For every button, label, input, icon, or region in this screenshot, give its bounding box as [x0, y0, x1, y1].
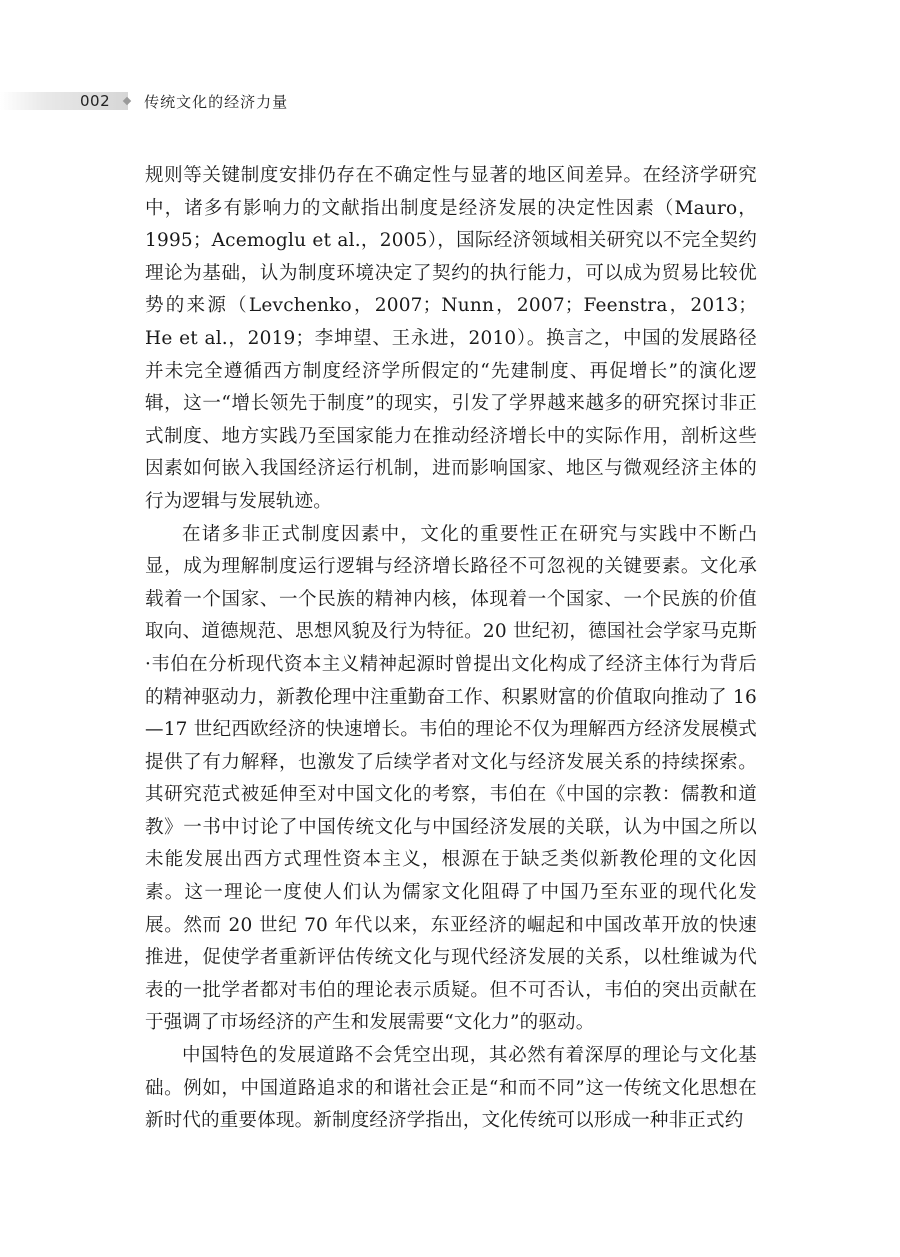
running-title: 传统文化的经济力量 [144, 92, 289, 111]
running-header [80, 90, 288, 112]
diamond-bullet-icon [123, 97, 131, 105]
paragraph-continuation: 规则等关键制度安排仍存在不确定性与显著的地区间差异。在经济学研究中，诸多有影响力的文献指出制度是经济发展的决定性因素（Mauro，1995；Acemoglu et al.，2005），国际经济领域相关研究以不完全契约理论为基础，认为制度环境决定了契约的执行能力，可以成为贸易比较优势的来源（Levchenko，2007；Nunn，2007；Feenstra，2013；He et al.，2019；李坤望、王永进，2010）。换言之，中国的发展路径并未完全遵循西方制度经济学所假定的“先建制度、再促增长”的演化逻辑，这一“增长领先于制度”的现实，引发了学界越来越多的研究探讨非正式制度、地方实践乃至国家能力在推动经济增长中的实际作用，剖析这些因素如何嵌入我国经济运行机制，进而影响国家、地区与微观经济主体的行为逻辑与发展轨迹。 [145, 165, 757, 512]
page-number: 002 [80, 92, 111, 110]
paragraph-chinese-path: 中国特色的发展道路不会凭空出现，其必然有着深厚的理论与文化基础。例如，中国道路追求的和谐社会正是“和而不同”这一传统文化思想在新时代的重要体现。新制度经济学指出，文化传统可以形成一种非正式约 [145, 1045, 757, 1132]
paragraph-culture-weber: 在诸多非正式制度因素中，文化的重要性正在研究与实践中不断凸显，成为理解制度运行逻辑与经济增长路径不可忽视的关键要素。文化承载着一个国家、一个民族的精神内核，体现着一个国家、一个民族的价值取向、道德规范、思想风貌及行为特征。20 世纪初，德国社会学家马克斯·韦伯在分析现代资本主义精神起源时曾提出文化构成了经济主体行为背后的精神驱动力，新教伦理中注重勤奋工作、积累财富的价值取向推动了 16—17 世纪西欧经济的快速增长。韦伯的理论不仅为理解西方经济发展模式提供了有力解释，也激发了后续学者对文化与经济发展关系的持续探索。其研究范式被延伸至对中国文化的考察，韦伯在《中国的宗教：儒教和道教》一书中讨论了中国传统文化与中国经济发展的关联，认为中国之所以未能发展出西方式理性资本主义，根源在于缺乏类似新教伦理的文化因素。这一理论一度使人们认为儒家文化阻碍了中国乃至东亚的现代化发展。然而 20 世纪 70 年代以来，东亚经济的崛起和中国改革开放的快速推进，促使学者重新评估传统文化与现代经济发展的关系，以杜维诚为代表的一批学者都对韦伯的理论表示质疑。但不可否认，韦伯的突出贡献在于强调了市场经济的产生和发展需要“文化力”的驱动。 [145, 523, 757, 1034]
body-text [145, 160, 757, 1138]
